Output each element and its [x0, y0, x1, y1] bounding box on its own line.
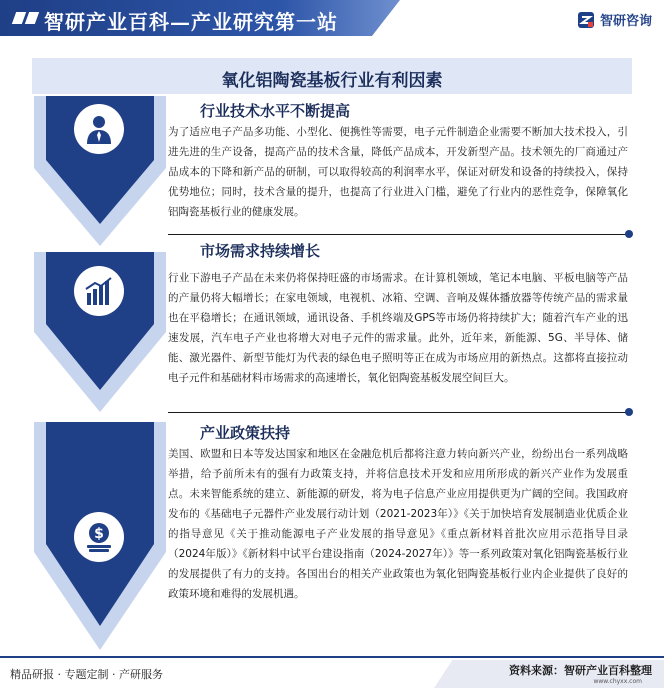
bar-chart-icon — [83, 275, 115, 307]
section-divider-dot — [625, 230, 633, 238]
section-divider-dot — [625, 408, 633, 416]
header-title: 智研产业百科—产业研究第一站 — [44, 10, 338, 34]
section-divider — [168, 234, 630, 235]
footer-services: 精品研报 · 专题定制 · 产研服务 — [10, 668, 163, 681]
footer-url[interactable]: www.chyxx.com — [593, 678, 642, 685]
section-text-market: 行业下游电子产品在未来仍将保持旺盛的市场需求。在计算机领域，笔记本电脑、平板电脑等产品的产量仍将大幅增长；在家电领域，电视机、冰箱、空调、音响及媒体播放器等传统产品的需求量也在平稳增长；在通讯领域，通讯设备、手机终端及GPS等市场仍将持续扩大；随着汽车产业的迅速发展，汽车电子产业也将增大对电子元件的需求量。此外，近年来，新能源、5G、半导体、储能、激光器件、新型节能灯为代表的绿色电子照明等正在成为市场应用的新热点。这都将直接拉动电子元件和基础材料市场需求的高速增长，氧化铝陶瓷基板发展空间巨大。 — [168, 272, 628, 384]
footer-rule — [0, 656, 664, 658]
page-title: 氧化铝陶瓷基板行业有利因素 — [221, 71, 443, 91]
section-text-policy: 美国、欧盟和日本等发达国家和地区在金融危机后都将注意力转向新兴产业，纷纷出台一系列战略举措，给予前所未有的强有力政策支持，并将信息技术开发和应用所形成的新兴产业作为发展重点。未来智能系统的建立、新能源的研发，将为电子信息产业应用提供更为广阔的空间。我国政府发布的《基础电子元器件产业发展行动计划（2021-2023年）》《关于加快培育发展制造业优质企业的指导意见《关于推动能源电子产业发展的指导意见》《重点新材料首批次应用示范指导目录（2024年版）》《新材料中试平台建设指南（2024-2027年）》等一系列政策对氧化铝陶瓷基板行业的发展提供了有力的支持。各国出台的相关产业政策也为氧化铝陶瓷基板行业内企业提供了良好的政策环境和难得的发展机遇。 — [168, 448, 628, 600]
page-footer — [0, 656, 664, 688]
section-title-market: 市场需求持续增长 — [200, 242, 321, 260]
brand-logo-icon — [577, 11, 595, 29]
header-brand[interactable] — [577, 10, 652, 29]
footer-source: 资料来源：智研产业百科整理 — [509, 664, 652, 677]
icon-circle — [74, 104, 124, 154]
page-header — [0, 0, 664, 40]
svg-text:$: $ — [94, 526, 104, 542]
brand-name: 智研咨询 — [599, 14, 652, 29]
section-title-policy: 产业政策扶持 — [200, 424, 291, 442]
section-text-technology: 为了适应电子产品多功能、小型化、便携性等需要，电子元件制造企业需要不断加大技术投入，引进先进的生产设备，提高产品的技术含量，降低产品成本，开发新型产品。技术领先的厂商通过产品成本的下降和新产品的研制，可以取得较高的利润率水平，保证对研发和设备的持续投入，保持优势地位；同时，技术含量的提升，也提高了行业进入门槛，避免了行业内的恶性竞争，保障氧化铝陶瓷基板行业的健康发展。 — [168, 126, 628, 218]
section-title-technology: 行业技术水平不断提高 — [200, 102, 351, 120]
businessman-icon — [83, 113, 115, 145]
dollar-coin-icon — [82, 520, 116, 554]
section-divider — [168, 412, 630, 413]
icon-circle — [74, 266, 124, 316]
icon-circle — [74, 512, 124, 562]
title-banner — [32, 58, 632, 94]
